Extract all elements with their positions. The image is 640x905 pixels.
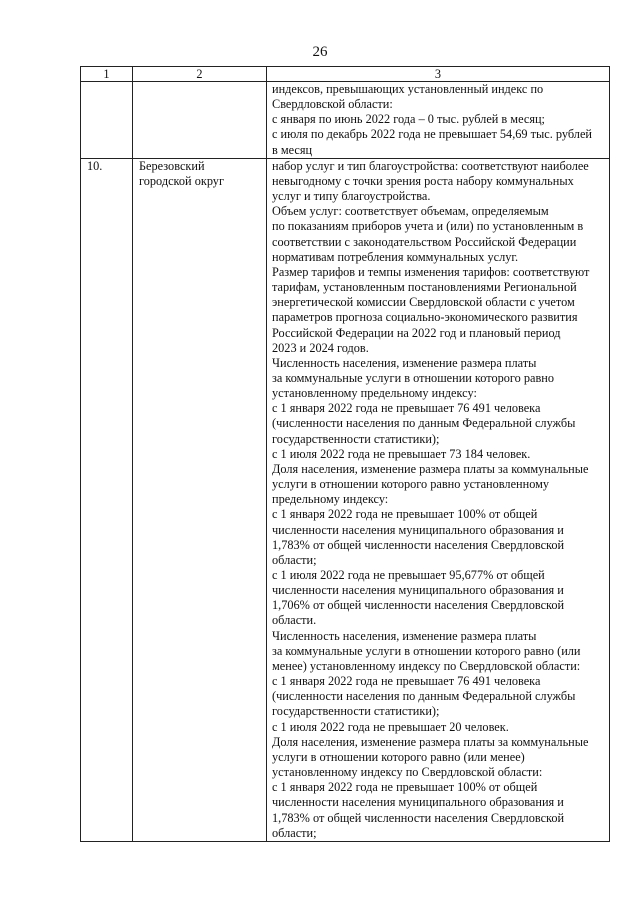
text-line: области; — [272, 825, 317, 840]
text-line: Свердловской области: — [272, 97, 393, 112]
text-line: 2023 и 2024 годов. — [272, 340, 369, 355]
column-header-3: 3 — [267, 67, 610, 82]
text-line: Доля населения, изменение размера платы за коммунальные — [272, 734, 589, 749]
text-line: с июля по декабрь 2022 года не превышает 54,69 тыс. рублей — [272, 127, 592, 142]
text-line: соответствии с законодательством Российской Федерации — [272, 234, 577, 249]
text-line: в месяц — [272, 142, 313, 157]
text-line: с 1 января 2022 года не превышает 76 491 человека — [272, 674, 541, 689]
row-number: 10. — [81, 158, 133, 841]
text-line: энергетической комиссии Свердловской области с учетом — [272, 295, 575, 310]
text-line: предельному индексу: — [272, 492, 389, 507]
municipality-line: Березовский — [139, 158, 205, 173]
text-line: с 1 января 2022 года не превышает 100% от общей — [272, 507, 538, 522]
table-header-row — [81, 67, 610, 82]
text-line: тарифам, установленным постановлениями Региональной — [272, 280, 577, 295]
text-line: государственности статистики); — [272, 704, 440, 719]
column-header-1: 1 — [81, 67, 133, 82]
text-line: Объем услуг: соответствует объемам, определяемым — [272, 204, 549, 219]
text-line: с 1 июля 2022 года не превышает 95,677% от общей — [272, 568, 545, 582]
text-line: области. — [272, 613, 317, 628]
continuation-number-cell — [81, 82, 133, 159]
text-line: 1,706% от общей численности населения Свердловской — [272, 598, 565, 613]
text-line: менее) установленному индексу по Свердловской области: — [272, 658, 581, 673]
text-line: государственности статистики); — [272, 431, 440, 446]
text-line: Численность населения, изменение размера платы — [272, 628, 537, 643]
text-line: Размер тарифов и темпы изменения тарифов: соответствуют — [272, 264, 590, 279]
document-table — [80, 66, 610, 842]
text-line: за коммунальные услуги в отношении которого равно — [272, 370, 555, 385]
text-line: Доля населения, изменение размера платы за коммунальные — [272, 461, 589, 476]
text-line: с 1 января 2022 года не превышает 76 491 человека — [272, 401, 541, 416]
description-cell — [267, 158, 610, 841]
text-line: параметров прогноза социально-экономического развития — [272, 310, 578, 325]
text-line: с 1 июля 2022 года не превышает 20 человек. — [272, 719, 509, 734]
text-line: установленному предельному индексу: — [272, 386, 477, 401]
text-line: нормативам потребления коммунальных услуг. — [272, 249, 519, 264]
text-line: (численности населения по данным Федеральной службы — [272, 689, 576, 704]
text-line: набор услуг и тип благоустройства: соответствуют наиболее — [272, 158, 589, 173]
table-row — [81, 158, 610, 841]
text-line: невыгодному с точки зрения роста набору коммунальных — [272, 173, 574, 188]
text-line: услуг и типу благоустройства. — [272, 189, 431, 204]
text-line: 1,783% от общей численности населения Свердловской — [272, 537, 565, 552]
text-line: 1,783% от общей численности населения Свердловской — [272, 810, 565, 825]
text-line: численности населения муниципального образования и — [272, 795, 564, 810]
text-line: с 1 января 2022 года не превышает 100% от общей — [272, 780, 538, 795]
text-line: Российской Федерации на 2022 год и плановый период — [272, 325, 561, 340]
text-line: за коммунальные услуги в отношении которого равно (или — [272, 643, 581, 658]
text-line: с января по июнь 2022 года – 0 тыс. рублей в месяц; — [272, 112, 545, 127]
continuation-row — [81, 82, 610, 159]
municipality-name — [133, 158, 267, 841]
column-header-2: 2 — [133, 67, 267, 82]
text-line: услуги в отношении которого равно (или менее) — [272, 749, 525, 764]
page-number: 26 — [312, 44, 328, 60]
text-line: с 1 июля 2022 года не превышает 73 184 человек. — [272, 446, 531, 461]
text-line: по показаниям приборов учета и (или) по установленным в — [272, 219, 584, 234]
continuation-text-cell — [267, 82, 610, 159]
text-line: индексов, превышающих установленный индекс по — [272, 82, 544, 96]
text-line: области; — [272, 552, 317, 567]
text-line: (численности населения по данным Федеральной службы — [272, 416, 576, 431]
text-line: установленному индексу по Свердловской области: — [272, 765, 543, 780]
text-line: услуги в отношении которого равно установленному — [272, 477, 550, 492]
text-line: численности населения муниципального образования и — [272, 522, 564, 537]
continuation-municipality-cell — [133, 82, 267, 159]
municipality-line: городской округ — [139, 173, 224, 188]
text-line: Численность населения, изменение размера платы — [272, 355, 537, 370]
text-line: численности населения муниципального образования и — [272, 583, 564, 598]
